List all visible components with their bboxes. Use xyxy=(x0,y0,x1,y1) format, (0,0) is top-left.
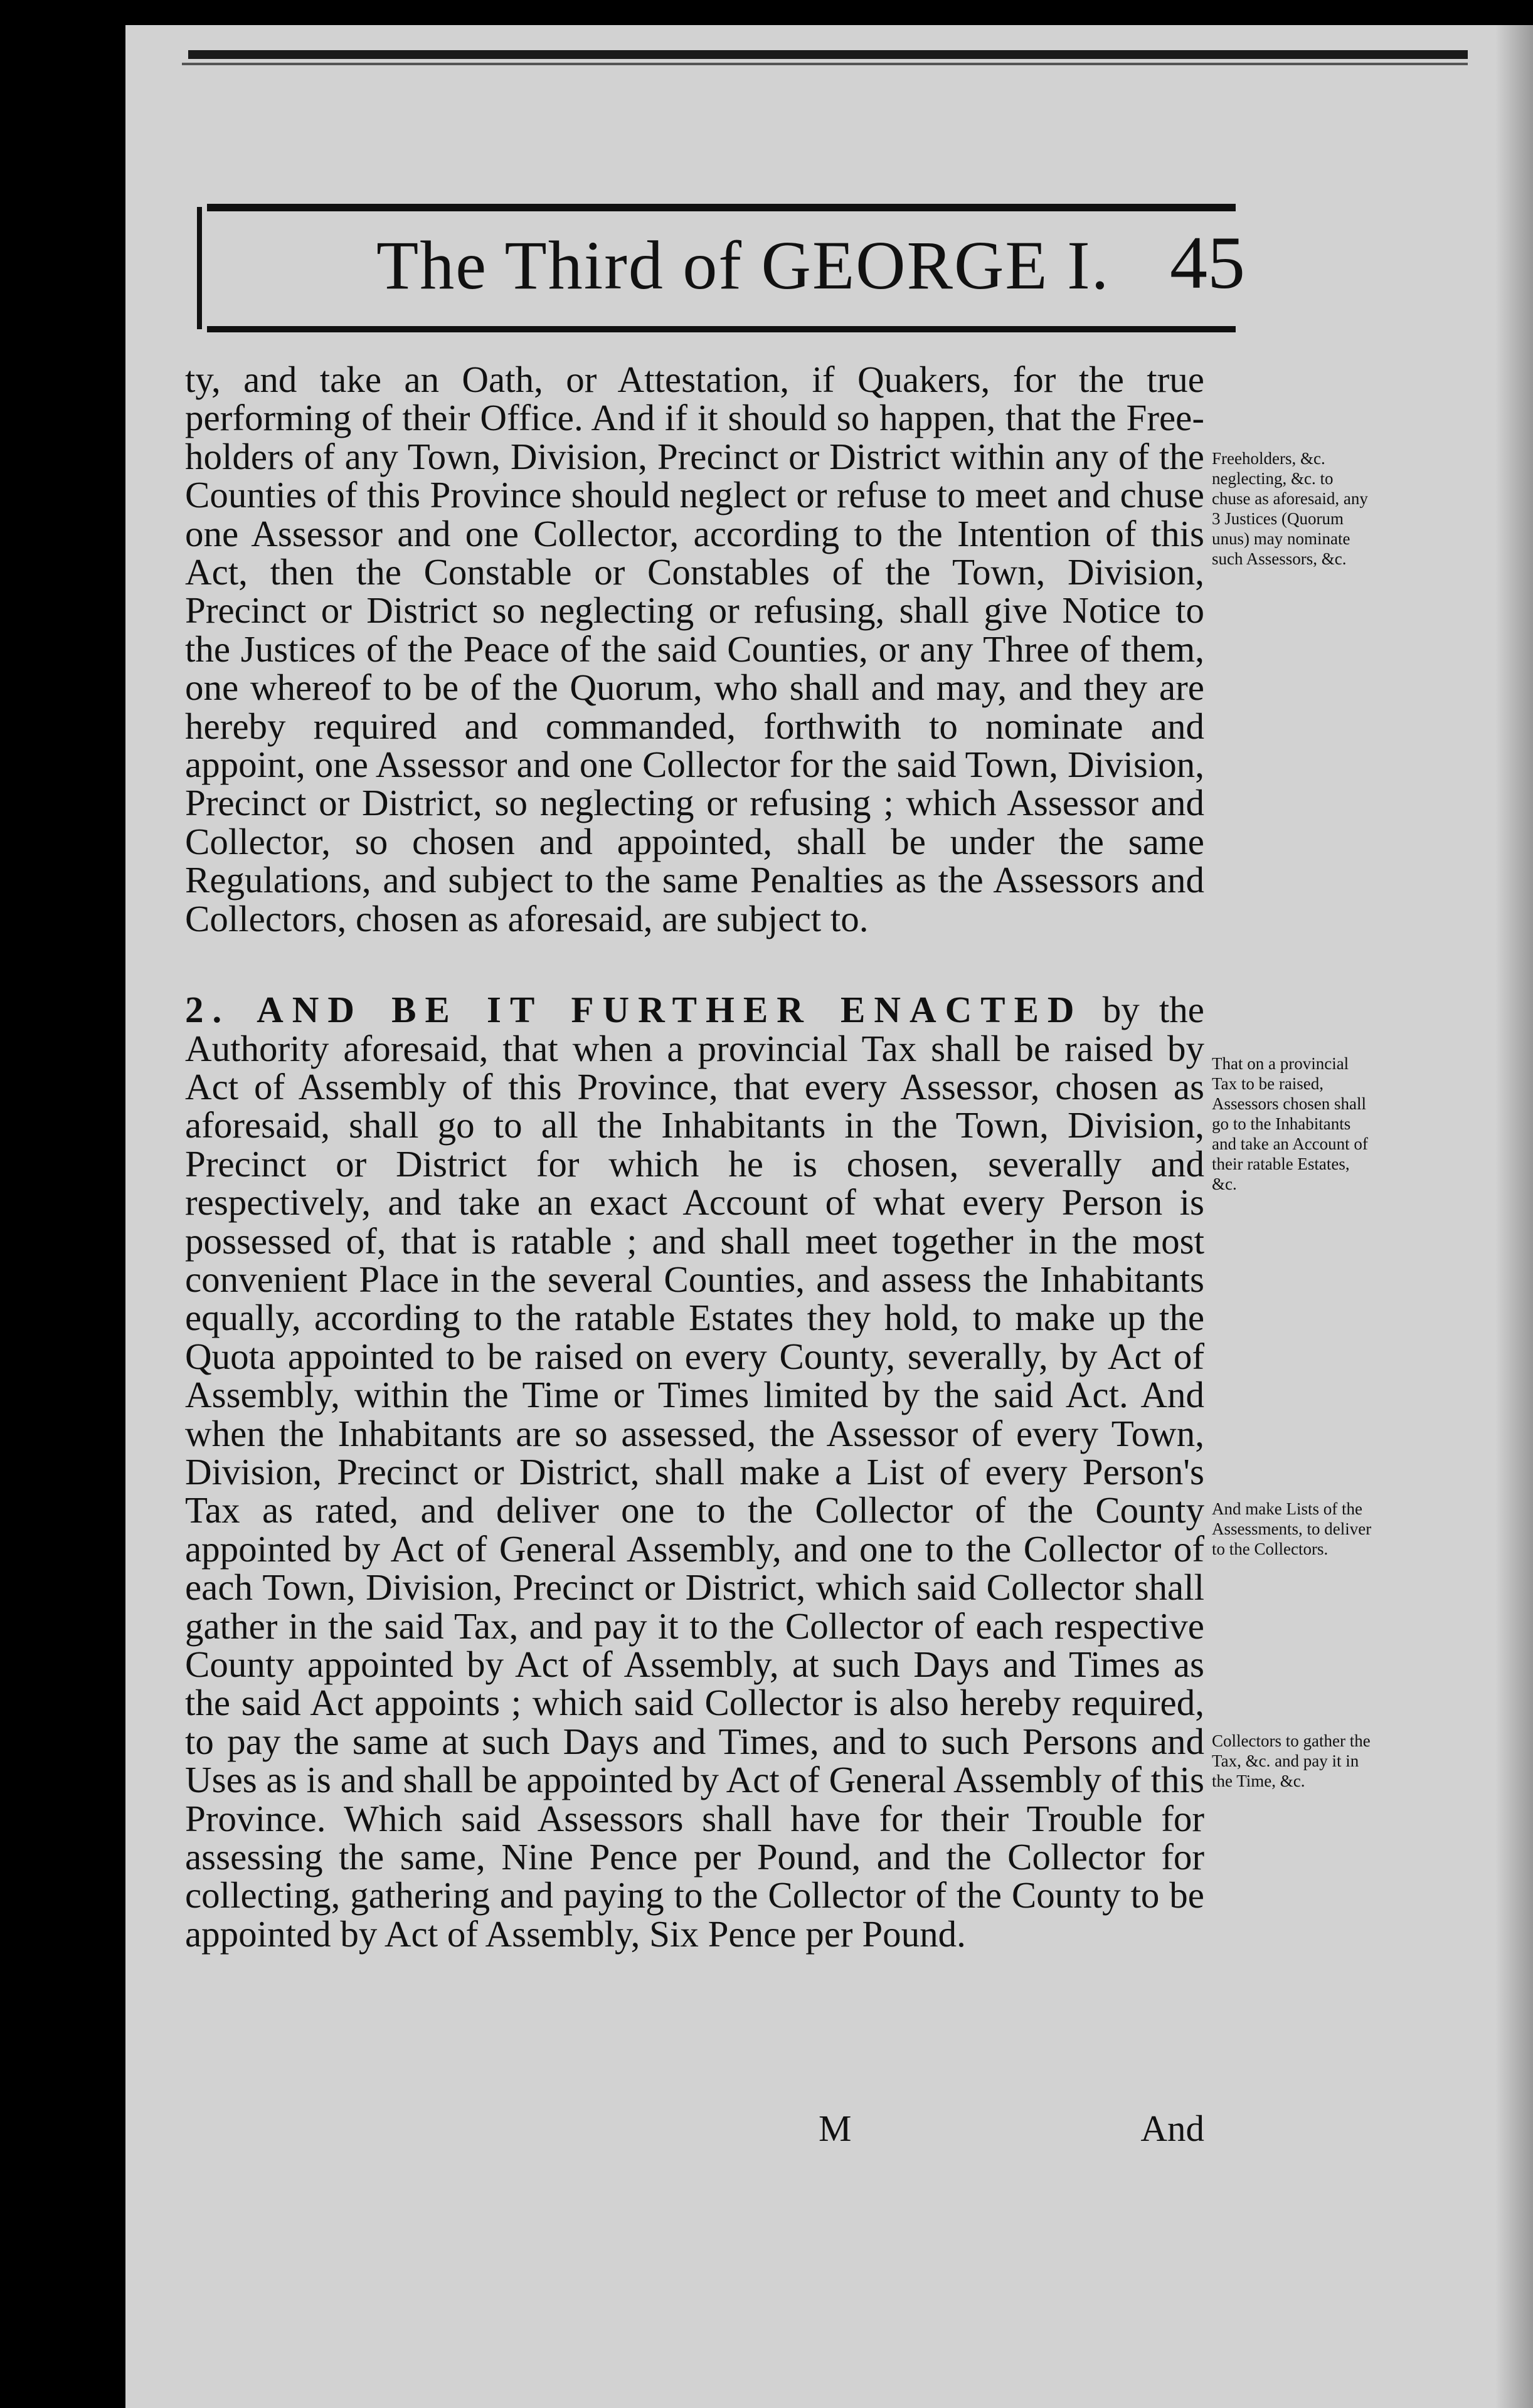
header-rule-top xyxy=(207,204,1236,211)
top-border-rule-thin xyxy=(182,63,1468,65)
catchword: And xyxy=(1140,2108,1204,2149)
section-opening-words: 2. AND BE IT FURTHER ENACTED xyxy=(185,989,1083,1031)
margin-note-2: That on a provincial Tax to be raised, Assessors chosen shall go to the Inhabitants and take an Account of their ratable Estates, &c. xyxy=(1212,1054,1368,1193)
header-bracket xyxy=(197,207,215,329)
paragraph-1: ty, and take an Oath, or Attestation, if Quakers, for the true performing of their Office. And if it should so happen, that the Free-holders of any Town, Division, Precinct or District within any of the Counties of this Province should neglect or refuse to meet and chuse one Assessor and one Collector, according to the Intention of this Act, then the Constable or Constables of the Town, Division, Precinct or District so neglecting or refusing, shall give Notice to the Justices of the Peace of the said Counties, or any Three of them, one whereof to be of the Quorum, who shall and may, and they are hereby required and commanded, forthwith to nominate and appoint, one Assessor and one Collector for the said Town, Division, Precinct or District, so neglecting or refusing ; which Assessor and Collector, so chosen and appointed, shall be under the same Regulations, and subject to the same Penalties as the Assessors and Collectors, chosen as aforesaid, are subject to. xyxy=(185,359,1204,939)
page-footer-line xyxy=(185,2107,1204,2151)
margin-note-3: And make Lists of the Assessments, to deliver to the Collectors. xyxy=(1212,1499,1372,1558)
margin-note-4: Collectors to gather the Tax, &c. and pay it in the Time, &c. xyxy=(1212,1731,1371,1790)
margin-note-1: Freeholders, &c. neglecting, &c. to chuse as aforesaid, any 3 Justices (Quorum unus) may nominate such Assessors, &c. xyxy=(1212,449,1368,568)
paragraph-2 xyxy=(185,991,1204,1953)
running-head-title: The Third of GEORGE I. xyxy=(376,227,1110,304)
page-edge-shadow xyxy=(1495,25,1533,2408)
signature-mark: M xyxy=(819,2108,852,2149)
main-text-block xyxy=(185,361,1204,1953)
header-rule-bottom xyxy=(207,326,1236,332)
paragraph-2-text: by the Authority aforesaid, that when a provincial Tax shall be raised by Act of Assembly of this Province, that every Assessor, chosen as aforesaid, shall go to all the Inhabitants in the Town, Division, Precinct or District for which he is chosen, severally and respectively, and take an exact Account of what every Person is possessed of, that is ratable ; and shall meet together in the most convenient Place in the several Counties, and assess the Inhabitants equally, according to the ratable Estates they hold, to make up the Quota appointed to be raised on every County, severally, by Act of Assembly, within the Time or Times limited by the said Act. And when the Inhabitants are so assessed, the Assessor of every Town, Division, Precinct or District, shall make a List of every Person's Tax as rated, and deliver one to the Collector of the County appointed by Act of General Assembly, and one to the Collector of each Town, Division, Precinct or District, which said Collector shall gather in the said Tax, and pay it to the Collector of each respective County appointed by Act of Assembly, at such Days and Times as the said Act appoints ; which said Collector is also hereby required, to pay the same at such Days and Times, and to such Persons and Uses as is and shall be appointed by Act of General Assembly of this Province. Which said Assessors shall have for their Trouble for assessing the same, Nine Pence per Pound, and the Collector for collecting, gathering and paying to the Collector of the County to be appointed by Act of Assembly, Six Pence per Pound. xyxy=(185,989,1204,1955)
page-number: 45 xyxy=(1170,221,1245,304)
top-border-rule xyxy=(188,50,1468,59)
